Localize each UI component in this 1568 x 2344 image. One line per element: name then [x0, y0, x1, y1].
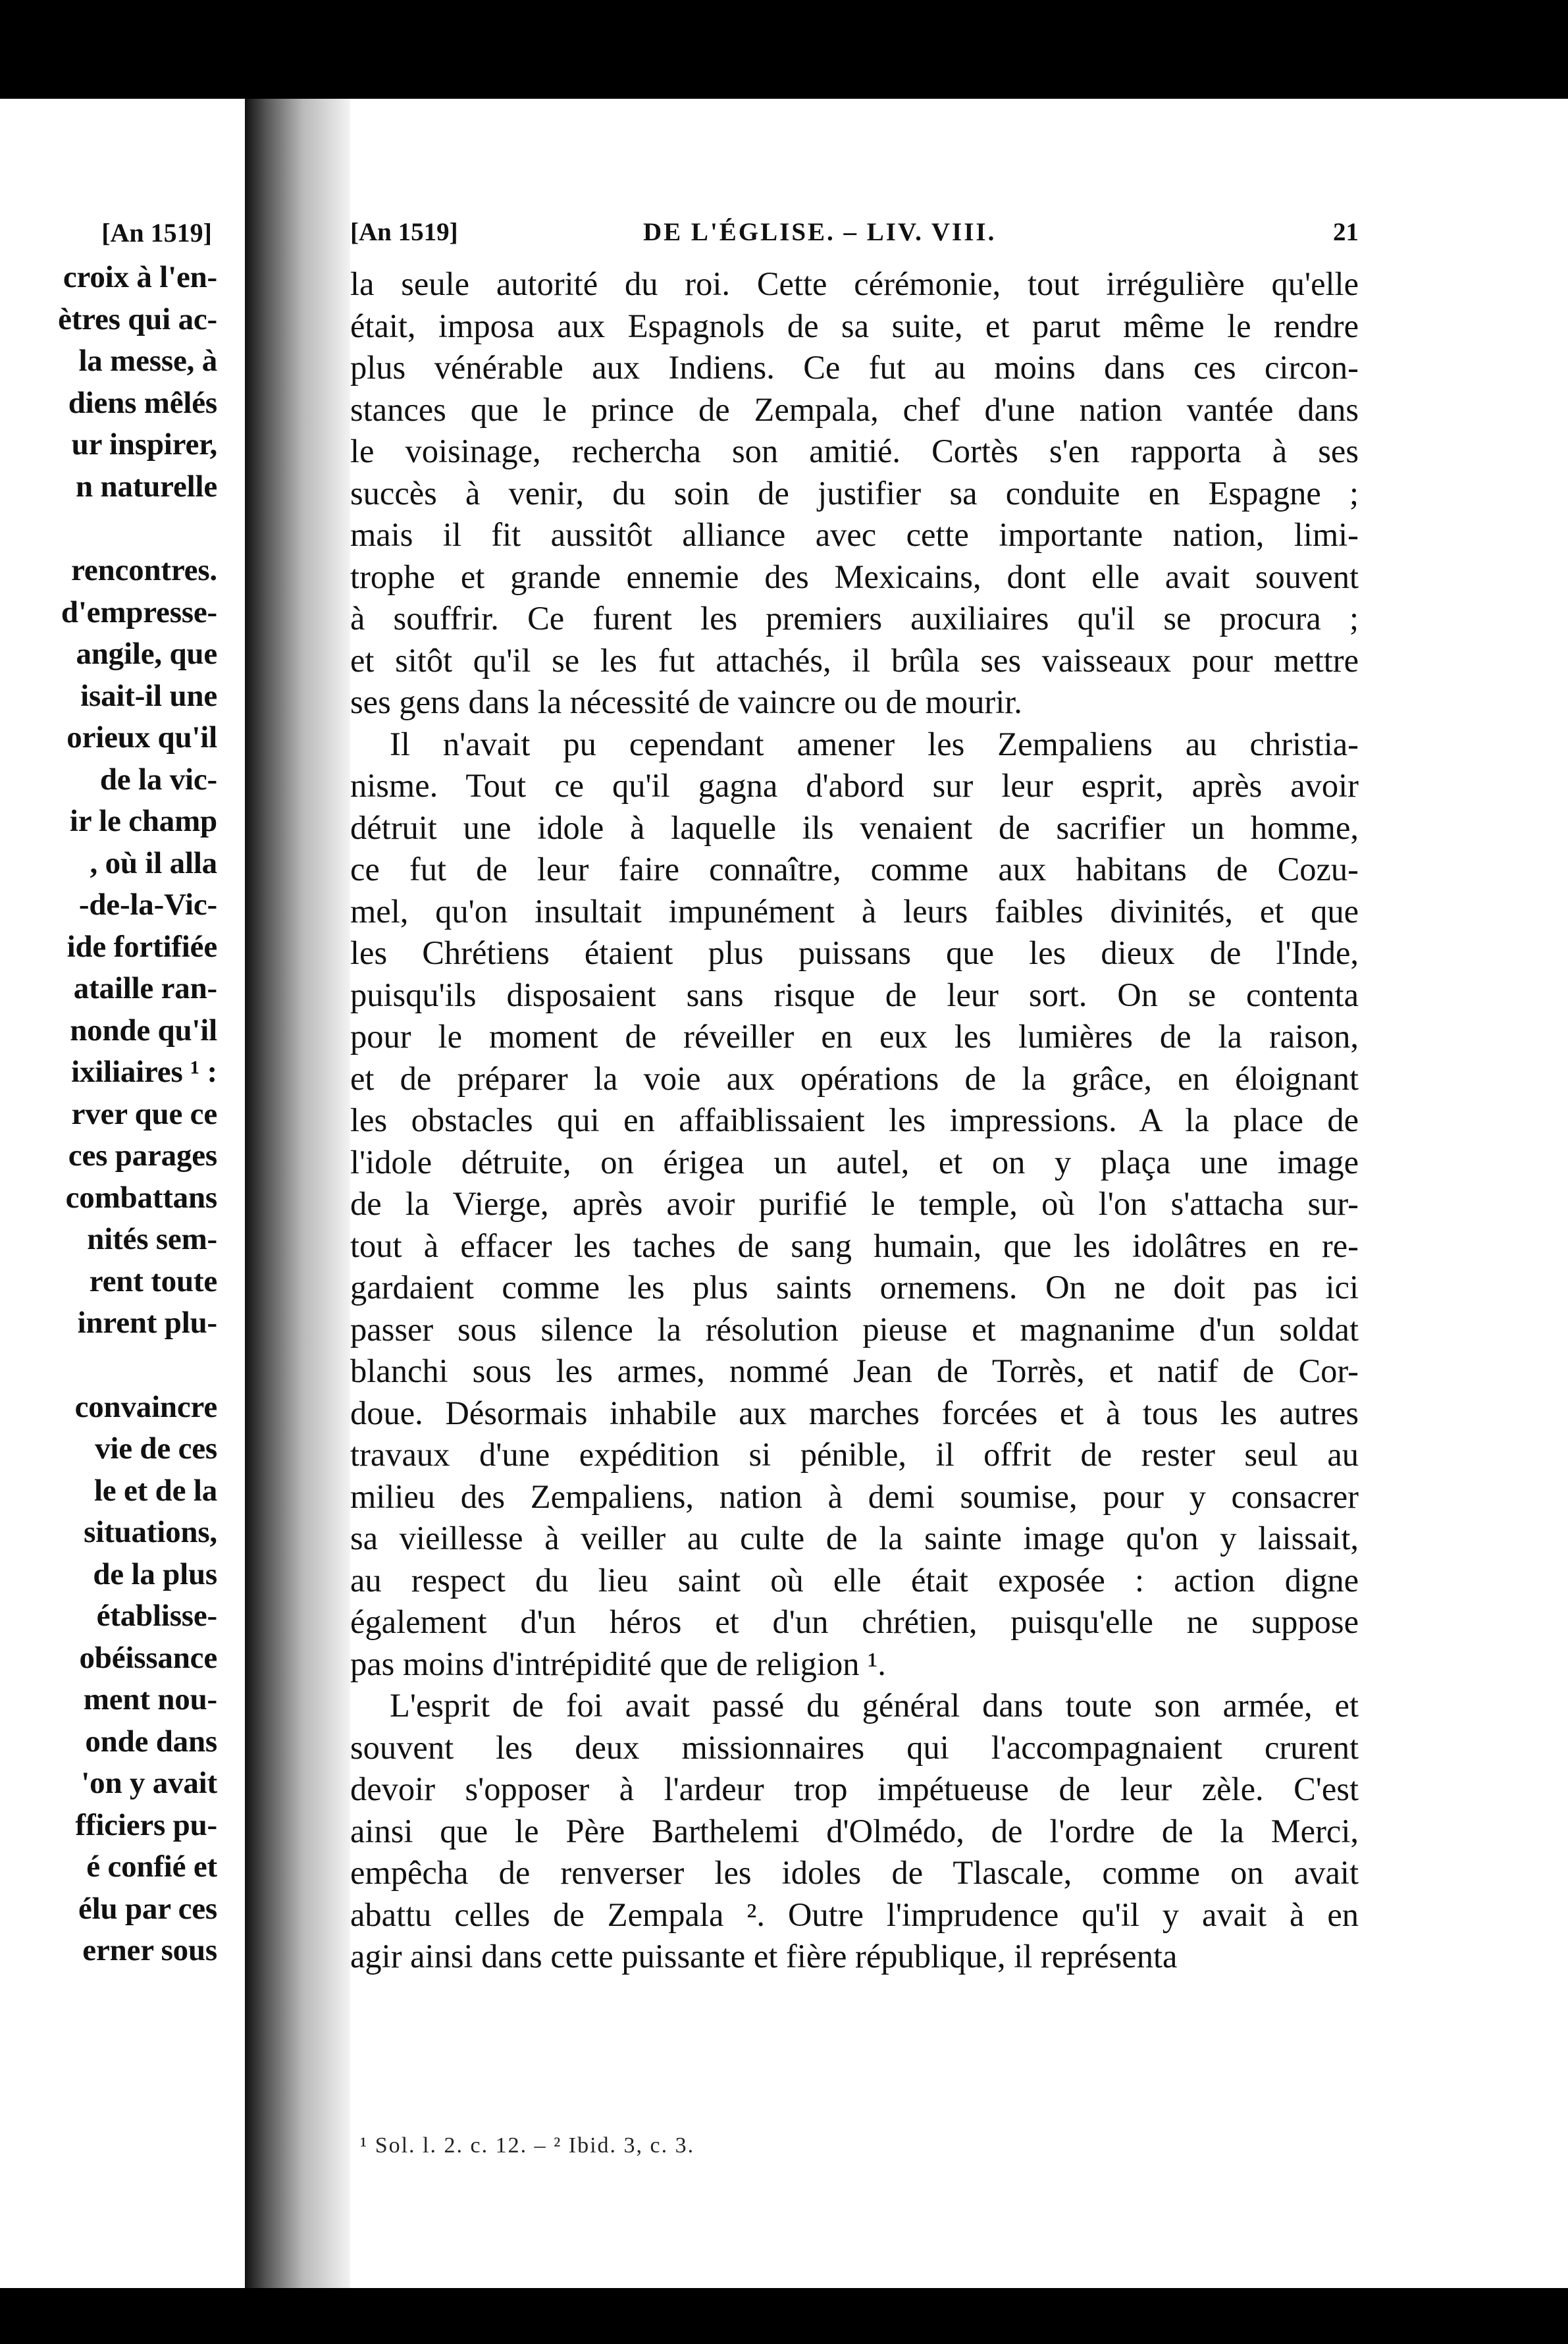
left-page-line: -de-la-Vic-	[78, 888, 217, 922]
left-page-blank	[58, 1345, 217, 1387]
left-page-line: inrent plu-	[77, 1306, 217, 1340]
text-line: plus vénérable aux Indiens. Ce fut au moins dans ces circon-	[350, 349, 1359, 386]
text-line: de la Vierge, après avoir purifié le temple, où l'on s'attacha sur-	[350, 1185, 1359, 1222]
left-page-line: combattans	[65, 1180, 217, 1215]
left-page-text	[58, 257, 217, 1972]
left-page-line: 'on y avait	[81, 1766, 217, 1800]
text-line: travaux d'une expédition si pénible, il offrit de rester seul au	[350, 1436, 1359, 1473]
text-line: et de préparer la voie aux opérations de la grâce, en éloignant	[350, 1059, 1359, 1097]
header-year: [An 1519]	[350, 218, 458, 246]
text-line: également d'un héros et d'un chrétien, puisqu'elle ne suppose	[350, 1603, 1359, 1640]
text-line: passer sous silence la résolution pieuse et magnanime d'un soldat	[350, 1310, 1359, 1348]
text-line: sa vieillesse à veiller au culte de la sainte image qu'on y laissait,	[350, 1520, 1359, 1557]
running-header	[350, 217, 1359, 254]
text-line: blanchi sous les armes, nommé Jean de Torrès, et natif de Cor-	[350, 1352, 1359, 1389]
left-page-line: ces parages	[68, 1138, 217, 1173]
left-page-line: ir le champ	[69, 804, 217, 838]
left-page-blank	[58, 508, 217, 550]
left-page-line: d'empresse-	[61, 595, 217, 629]
left-page-line: diens mêlés	[68, 385, 217, 420]
left-facing-page	[0, 99, 245, 2288]
text-line: Il n'avait pu cependant amener les Zempaliens au christia-	[390, 725, 1359, 762]
text-line: succès à venir, du soin de justifier sa conduite en Espagne ;	[350, 474, 1359, 512]
text-line: ses gens dans la nécessité de vaincre ou de mourir.	[350, 683, 1022, 720]
footnote: ¹ Sol. l. 2. c. 12. – ² Ibid. 3, c. 3.	[360, 2133, 695, 2158]
text-line: la seule autorité du roi. Cette cérémonie, tout irrégulière qu'elle	[350, 265, 1359, 302]
right-page	[350, 99, 1568, 2288]
text-line: tout à effacer les taches de sang humain, que les idolâtres en re-	[350, 1227, 1359, 1264]
left-page-line: le et de la	[93, 1473, 217, 1508]
left-page-line: ide fortifiée	[66, 929, 217, 964]
left-page-line: élu par ces	[78, 1891, 217, 1926]
left-page-line: erner sous	[82, 1933, 217, 1967]
text-line: ainsi que le Père Barthelemi d'Olmédo, de l'ordre de la Merci,	[350, 1812, 1359, 1850]
left-page-line: orieux qu'il	[66, 720, 217, 755]
left-page-line: ataille ran-	[73, 971, 217, 1005]
left-page-line: la messe, à	[78, 344, 217, 378]
left-page-line: n naturelle	[76, 469, 217, 504]
left-page-line: ixiliaires ¹ :	[71, 1055, 217, 1089]
text-line: était, imposa aux Espagnols de sa suite, et parut même le rendre	[350, 307, 1359, 344]
text-line: pour le moment de réveiller en eux les lumières de la raison,	[350, 1018, 1359, 1055]
text-line: doue. Désormais inhabile aux marches forcées et à tous les autres	[350, 1394, 1359, 1431]
left-page-line: ètres qui ac-	[58, 302, 217, 336]
text-line: devoir s'opposer à l'ardeur trop impétueuse de leur zèle. C'est	[350, 1771, 1359, 1807]
book-gutter-shadow	[245, 99, 350, 2288]
text-line: l'idole détruite, on érigea un autel, et on y plaça une image	[350, 1143, 1359, 1181]
text-line: stances que le prince de Zempala, chef d'une nation vantée dans	[350, 390, 1359, 428]
text-line: mais il fit aussitôt alliance avec cette importante nation, limi-	[350, 516, 1359, 553]
text-line: nisme. Tout ce qu'il gagna d'abord sur leur esprit, après avoir	[350, 767, 1359, 804]
text-line: le voisinage, rechercha son amitié. Cortès s'en rapporta à ses	[350, 433, 1359, 469]
body-text	[350, 263, 1359, 1978]
left-page-line: rent toute	[89, 1264, 217, 1298]
left-page-line: rencontres.	[71, 553, 217, 587]
text-line: les Chrétiens étaient plus puissans que les dieux de l'Inde,	[350, 934, 1359, 971]
left-page-line: de la vic-	[99, 762, 217, 797]
left-page-line: croix à l'en-	[63, 260, 217, 294]
text-line: gardaient comme les plus saints ornemens. On ne doit pas ici	[350, 1269, 1359, 1306]
left-page-line: isait-il une	[80, 678, 217, 713]
left-running-header: [An 1519]	[101, 218, 212, 248]
text-line: puisqu'ils disposaient sans risque de leur sort. On se contenta	[350, 976, 1359, 1013]
header-title: DE L'ÉGLISE. – LIV. VIII.	[643, 218, 997, 246]
left-page-line: nités sem-	[87, 1222, 217, 1256]
text-line: ce fut de leur faire connaître, comme aux habitans de Cozu-	[350, 851, 1359, 888]
page-number: 21	[1333, 218, 1359, 246]
text-line: au respect du lieu saint où elle était exposée : action digne	[350, 1561, 1359, 1599]
text-line: souvent les deux missionnaires qui l'accompagnaient crurent	[350, 1728, 1359, 1766]
left-page-line: situations,	[84, 1515, 217, 1549]
left-page-line: nonde qu'il	[70, 1013, 217, 1048]
left-page-line: rver que ce	[71, 1096, 217, 1131]
left-page-line: de la plus	[93, 1557, 217, 1591]
text-line: abattu celles de Zempala ². Outre l'imprudence qu'il y avait à en	[350, 1896, 1359, 1933]
text-line: trophe et grande ennemie des Mexicains, dont elle avait souvent	[350, 558, 1359, 595]
text-line: les obstacles qui en affaiblissaient les impressions. A la place de	[350, 1102, 1359, 1138]
text-line: mel, qu'on insultait impunément à leurs faibles divinités, et que	[350, 892, 1359, 930]
text-line: empêcha de renverser les idoles de Tlascale, comme on avait	[350, 1854, 1359, 1891]
left-page-line: obéissance	[79, 1640, 217, 1675]
text-line: pas moins d'intrépidité que de religion ¹.	[350, 1645, 886, 1682]
left-page-line: angile, que	[76, 637, 217, 671]
left-page-line: , où il alla	[90, 845, 217, 880]
left-page-line: é confié et	[86, 1850, 217, 1884]
text-line: à souffrir. Ce furent les premiers auxiliaires qu'il se procura ;	[350, 600, 1359, 637]
text-line: milieu des Zempaliens, nation à demi soumise, pour y consacrer	[350, 1478, 1359, 1515]
left-page-line: fficiers pu-	[75, 1807, 217, 1842]
text-line: L'esprit de foi avait passé du général dans toute son armée, et	[390, 1687, 1359, 1724]
left-page-line: convaincre	[74, 1389, 217, 1424]
text-line: détruit une idole à laquelle ils venaient de sacrifier un homme,	[350, 809, 1359, 846]
text-line: et sitôt qu'il se les fut attachés, il brûla ses vaisseaux pour mettre	[350, 641, 1359, 679]
text-line: agir ainsi dans cette puissante et fière république, il représenta	[350, 1938, 1178, 1975]
left-page-line: ment nou-	[83, 1682, 217, 1717]
left-page-line: onde dans	[85, 1724, 217, 1759]
left-page-line: vie de ces	[95, 1431, 217, 1466]
left-page-line: établisse-	[96, 1599, 217, 1633]
left-page-line: ur inspirer,	[71, 427, 217, 462]
